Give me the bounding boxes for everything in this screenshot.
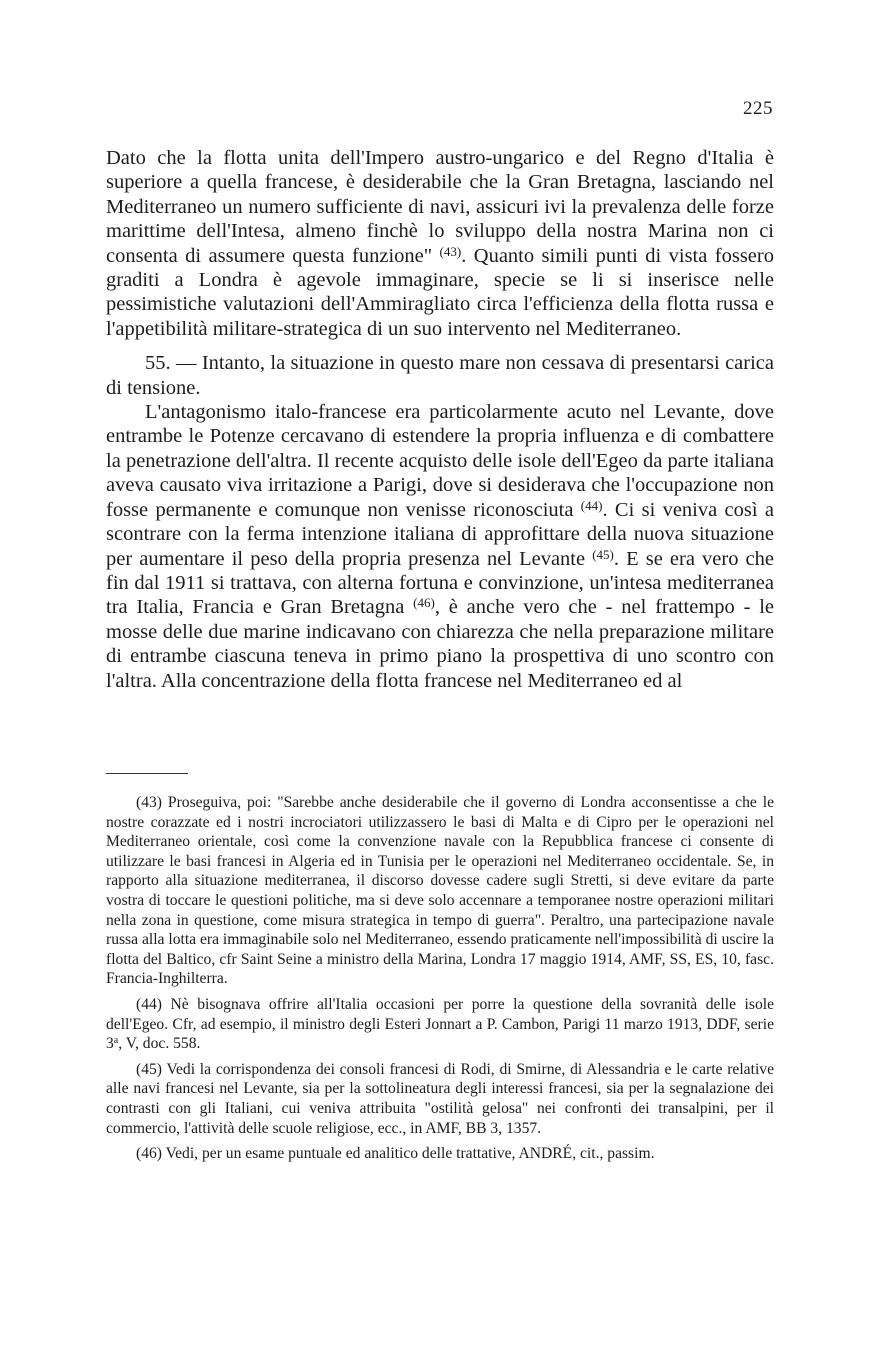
footnote-ref: (46) (413, 595, 435, 611)
page-number: 225 (743, 98, 773, 119)
paragraph (106, 146, 774, 341)
footnote: (46) Vedi, per un esame puntuale ed analitico delle trattative, ANDRÉ, cit., passim. (136, 1145, 655, 1163)
paragraph-text: . E se era vero che fin dal 1911 si trattava, con alterna fortuna e convinzione, un'intesa mediterranea tra Italia, Francia e Gran Bretagna (106, 547, 774, 619)
main-text (106, 146, 774, 693)
footnote-divider (106, 773, 188, 774)
footnotes (106, 793, 774, 1170)
footnote-text: , V, doc. 558. (118, 1035, 201, 1053)
footnote-ref: (44) (580, 497, 603, 513)
footnote-text: (44) Nè bisognava offrire all'Italia occasioni per porre la questione della sovranità delle isole dell'Egeo. Cfr, ad esempio, il ministro degli Esteri Jonnart a P. Cambon, Parigi 11 marzo 1913, DDF, serie 3 (106, 995, 774, 1053)
footnote (106, 995, 774, 1054)
footnote: (45) Vedi la corrispondenza dei consoli francesi di Rodi, di Smirne, di Alessandria e le carte relative alle navi francesi nel Levante, sia per la sottolineatura degli interessi francesi, sia per la segnalazione dei contrasti con gli Italiani, cui veniva attribuita "ostilità gelosa" nei confronti dei transalpini, per il commercio, l'attività delle scuole religiose, ecc., in AMF, BB 3, 1357. (106, 1060, 774, 1137)
paragraph-text: Dato che la flotta unita dell'Impero austro-ungarico e del Regno d'Italia è superiore a quella francese, è desiderabile che la Gran Bretagna, lasciando nel Mediterraneo un numero sufficiente di navi, assicuri ivi la prevalenza delle forze marittime dell'Intesa, almeno finchè lo sviluppo della nostra Marina non ci consenta di assumere questa funzione" (106, 147, 774, 267)
footnote-ref: (43) (439, 243, 462, 259)
paragraph-text: . Quanto simili punti di vista fossero graditi a Londra è agevole immaginare, specie se li si inserisce nelle pessimistiche valutazioni dell'Ammiragliato circa l'efficienza della flotta russa e l'appetibilità militare-strategica di un suo intervento nel Mediterraneo. (106, 244, 774, 340)
footnote-ref: (45) (592, 546, 614, 562)
paragraph-text: L'antagonismo italo-francese era particolarmente acuto nel Levante, dove entrambe le Potenze cercavano di estendere la propria influenza e di combattere la penetrazione dell'altra. Il recente acquisto delle isole dell'Egeo da parte italiana aveva causato viva irritazione a Parigi, dove si desiderava che l'occupazione non fosse permanente e comunque non venisse riconosciuta (106, 401, 774, 521)
footnote-superscript: a (113, 1035, 119, 1047)
paragraph (106, 400, 774, 693)
paragraph: 55. — Intanto, la situazione in questo mare non cessava di presentarsi carica di tensione. (106, 352, 774, 399)
footnote: (43) Proseguiva, poi: "Sarebbe anche desiderabile che il governo di Londra acconsentisse a che le nostre corazzate ed i nostri incrociatori utilizzassero le basi di Malta e di Cipro per le operazioni nel Mediterraneo orientale, così come la convenzione navale con la Repubblica francese ci consente di utilizzare le basi francesi in Algeria ed in Tunisia per le operazioni nel Mediterraneo occidentale. Se, in rapporto alla situazione mediterranea, il discorso dovesse cadere sugli Stretti, si deve evitare da parte vostra di toccare le questioni politiche, ma si deve solo accennare a temporanee nostre operazioni militari nella zona in questione, come misura strategica in tempo di guerra". Peraltro, una partecipazione navale russa alla lotta era immaginabile solo nel Mediterraneo, essendo praticamente nell'impossibilità di uscire la flotta del Baltico, cfr Saint Seine a ministro della Marina, Londra 17 maggio 1914, AMF, SS, ES, 10, fasc. Francia-Inghilterra. (106, 794, 774, 988)
paragraph-text: . Ci si veniva così a scontrare con la ferma intenzione italiana di approfittare della nuova situazione per aumentare il peso della propria presenza nel Levante (106, 498, 774, 570)
paragraph-text: , è anche vero che - nel frattempo - le mosse delle due marine indicavano con chiarezza che nella preparazione militare di entrambe ciascuna teneva in primo piano la prospettiva di uno scontro con l'altra. Alla concentrazione della flotta francese nel Mediterraneo ed al (106, 596, 774, 692)
